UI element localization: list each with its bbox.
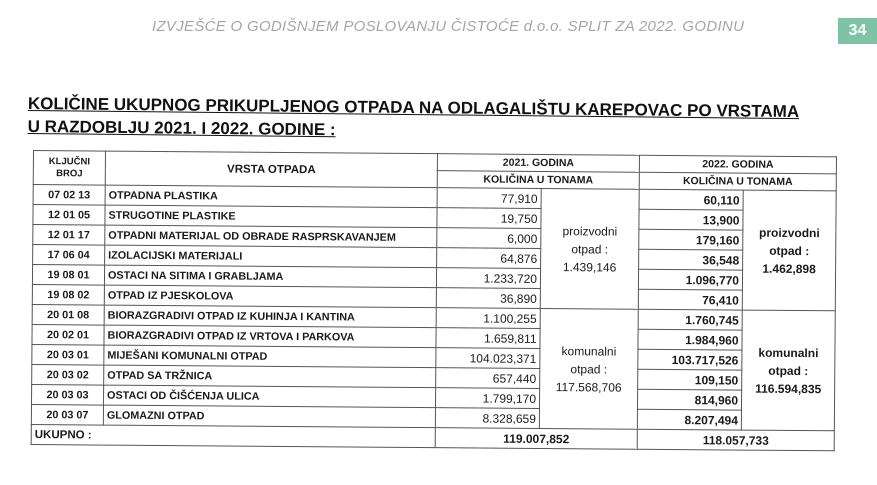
row-waste-name: OSTACI OD ČIŠĆENJA ULICA [103,385,435,408]
row-code: 19 08 02 [32,284,104,305]
row-code: 12 01 17 [33,225,105,246]
row-waste-name: OTPAD SA TRŽNICA [104,365,436,388]
row-value-2021: 64,876 [437,248,541,269]
total-value-2021: 119.007,852 [435,428,637,450]
row-code: 19 08 01 [32,265,104,286]
row-value-2021: 1.100,255 [436,308,540,329]
row-value-2022: 60,110 [639,189,743,210]
row-value-2022: 13,900 [639,209,743,230]
header-waste-type: VRSTA OTPADA [105,151,437,188]
row-value-2021: 36,890 [436,288,540,309]
row-value-2022: 1.760,745 [638,309,742,330]
row-waste-name: OTPADNA PLASTIKA [105,185,437,208]
row-waste-name: STRUGOTINE PLASTIKE [105,205,437,228]
row-value-2021: 1.799,170 [435,388,539,409]
row-waste-name: IZOLACIJSKI MATERIJALI [105,245,437,268]
row-waste-name: OTPADNI MATERIJAL OD OBRADE RASPRSKAVANJEM [105,225,437,248]
production-waste-subtotal-2021: proizvodni otpad : 1.439,146 [540,188,639,309]
row-value-2021: 657,440 [436,368,540,389]
row-value-2021: 8.328,659 [435,408,539,429]
row-value-2022: 36,548 [639,249,743,270]
municipal-waste-subtotal-2022: komunalni otpad : 116.594,835 [741,310,835,431]
row-value-2021: 104.023,371 [436,348,540,369]
row-code: 20 03 07 [31,404,103,425]
total-label: UKUPNO : [31,424,435,447]
row-code: 20 03 02 [32,364,104,385]
row-value-2022: 103.717,526 [638,349,742,370]
header-key-number: KLJUČNI BROJ [33,151,105,186]
row-value-2022: 8.207,494 [637,409,741,430]
document-header-title: IZVJEŠĆE O GODIŠNJEM POSLOVANJU ČISTOĆE d.o.o. SPLIT ZA 2022. GODINU [152,18,745,35]
header-year-2022: 2022. GODINA [639,155,836,174]
row-code: 20 03 03 [32,384,104,405]
row-code: 20 03 01 [32,344,104,365]
row-waste-name: OTPAD IZ PJESKOLOVA [104,285,436,308]
row-value-2022: 1.096,770 [638,269,742,290]
row-code: 07 02 13 [33,185,105,206]
row-value-2022: 179,160 [639,229,743,250]
page-number-badge: 34 [838,18,877,44]
section-title-line-1: KOLIČINE UKUPNOG PRIKUPLJENOG OTPADA NA ODLAGALIŠTU KAREPOVAC PO VRSTAMA [27,93,800,122]
row-value-2021: 1.233,720 [436,268,540,289]
row-waste-name: GLOMAZNI OTPAD [103,405,435,428]
header-year-2021: 2021. GODINA [437,154,639,173]
row-waste-name: BIORAZGRADIVI OTPAD IZ VRTOVA I PARKOVA [104,325,436,348]
row-waste-name: BIORAZGRADIVI OTPAD IZ KUHINJA I KANTINA [104,305,436,328]
table-header-row-1 [33,151,836,174]
row-value-2021: 19,750 [437,208,541,229]
row-value-2021: 77,910 [437,188,541,209]
total-value-2022: 118.057,733 [637,429,834,451]
row-waste-name: OSTACI NA SITIMA I GRABLJAMA [104,265,436,288]
waste-quantities-table [31,150,837,451]
header-unit-2022: KOLIČINA U TONAMA [639,172,836,191]
row-value-2022: 109,150 [638,369,742,390]
municipal-waste-subtotal-2021: komunalni otpad : 117.568,706 [539,308,638,429]
row-value-2021: 1.659,811 [436,328,540,349]
row-code: 20 01 08 [32,304,104,325]
row-code: 20 02 01 [32,324,104,345]
row-code: 17 06 04 [33,245,105,266]
production-waste-subtotal-2022: proizvodni otpad : 1.462,898 [742,190,836,311]
section-title-line-2: U RAZDOBLJU 2021. I 2022. GODINE : [27,116,336,140]
row-code: 12 01 05 [33,205,105,226]
row-value-2021: 6,000 [437,228,541,249]
waste-table-container [31,150,836,451]
row-value-2022: 814,960 [637,389,741,410]
header-unit-2021: KOLIČINA U TONAMA [437,171,639,190]
row-value-2022: 76,410 [638,289,742,310]
section-title [28,92,848,147]
row-waste-name: MIJEŠANI KOMUNALNI OTPAD [104,345,436,368]
row-value-2022: 1.984,960 [638,329,742,350]
